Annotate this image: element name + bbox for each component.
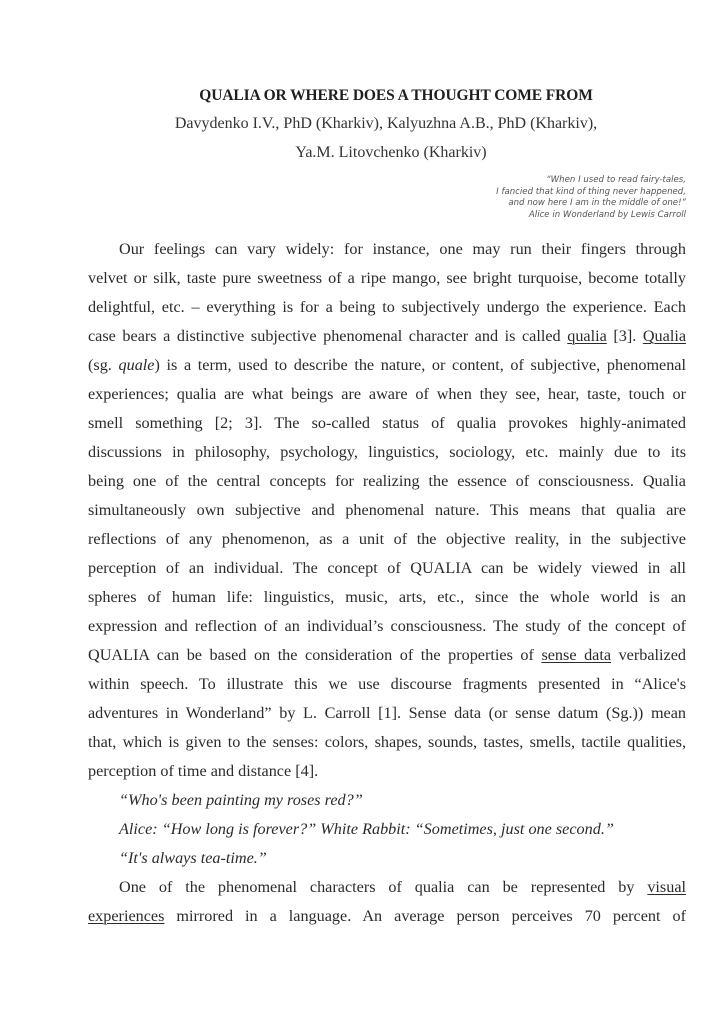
quote-line: “Who's been painting my roses red?”	[119, 791, 363, 809]
epigraph	[496, 175, 686, 221]
epigraph-line: and now here I am in the middle of one!”	[508, 198, 686, 208]
text-line	[88, 641, 686, 670]
paper-title: QUALIA OR WHERE DOES A THOUGHT COME FROM	[199, 87, 593, 104]
text-line	[88, 873, 686, 902]
text-run: One of the phenomenal characters of qualia can be represented by	[119, 878, 648, 896]
text-run: ) is a term, used to describe the nature, or content, of subjective, phenomenal	[154, 356, 686, 374]
text-run: verbalized	[611, 646, 686, 664]
text-line: spheres of human life: linguistics, music, arts, etc., since the whole world is an	[88, 588, 686, 606]
text-line: velvet or silk, taste pure sweetness of a ripe mango, see bright turquoise, become totally	[88, 269, 686, 287]
text-line: adventures in Wonderland” by L. Carroll [1]. Sense data (or sense datum (Sg.)) mean	[88, 704, 686, 722]
text-line: experiences; qualia are what beings are aware of when they see, hear, taste, touch or	[88, 385, 686, 403]
body-text	[88, 235, 686, 931]
text-run: [3].	[606, 327, 643, 345]
text-line: being one of the central concepts for realizing the essence of consciousness. Qualia	[88, 472, 686, 490]
text-line: within speech. To illustrate this we use discourse fragments presented in “Alice's	[88, 675, 686, 693]
epigraph-line: “When I used to read fairy-tales,	[546, 175, 686, 185]
term-sense-data: sense data	[541, 646, 612, 664]
text-line: Our feelings can vary widely: for instance, one may run their fingers through	[119, 240, 686, 258]
text-line: expression and reflection of an individual’s consciousness. The study of the concept of	[88, 617, 686, 635]
text-line: reflections of any phenomenon, as a unit of the objective reality, in the subjective	[88, 530, 686, 548]
text-line: discussions in philosophy, psychology, linguistics, sociology, etc. mainly due to its	[88, 443, 686, 461]
text-line: delightful, etc. – everything is for a being to subjectively undergo the experience. Each	[88, 298, 686, 316]
epigraph-line: I fancied that kind of thing never happened,	[496, 186, 686, 197]
text-run: mirrored in a language. An average person perceives 70 percent of	[164, 907, 686, 925]
authors-line-1: Davydenko I.V., PhD (Kharkiv), Kalyuzhna A.B., PhD (Kharkiv),	[174, 115, 598, 132]
text-line	[88, 351, 686, 380]
term-experiences: experiences	[88, 907, 165, 925]
text-line: simultaneously own subjective and phenomenal nature. This means that qualia are	[88, 501, 686, 519]
quotes-block	[88, 786, 686, 873]
quote-line: “It's always tea-time.”	[119, 849, 267, 867]
text-run: case bears a distinctive subjective phenomenal character and is called	[88, 327, 568, 345]
text-line: perception of time and distance [4].	[88, 762, 319, 780]
term-quale: quale	[118, 356, 155, 374]
term-visual: visual	[647, 878, 686, 896]
term-qualia-link: Qualia	[642, 327, 687, 345]
term-qualia-link: qualia	[567, 327, 607, 345]
text-line: perception of an individual. The concept of QUALIA can be widely viewed in all	[88, 559, 686, 577]
text-line	[88, 902, 686, 931]
text-run: (sg.	[88, 356, 119, 374]
quote-line: Alice: “How long is forever?” White Rabbit: “Sometimes, just one second.”	[119, 820, 614, 838]
paragraph-1	[88, 235, 686, 786]
text-run: QUALIA can be based on the consideration of the properties of	[88, 646, 542, 664]
text-line: that, which is given to the senses: colors, shapes, sounds, tastes, smells, tactile qualities,	[88, 733, 686, 751]
text-line: smell something [2; 3]. The so-called status of qualia provokes highly-animated	[88, 414, 686, 432]
text-line	[88, 322, 686, 351]
authors-line-2: Ya.M. Litovchenko (Kharkiv)	[295, 144, 487, 161]
paragraph-2	[88, 873, 686, 931]
epigraph-attribution: Alice in Wonderland by Lewis Carroll	[528, 209, 686, 220]
